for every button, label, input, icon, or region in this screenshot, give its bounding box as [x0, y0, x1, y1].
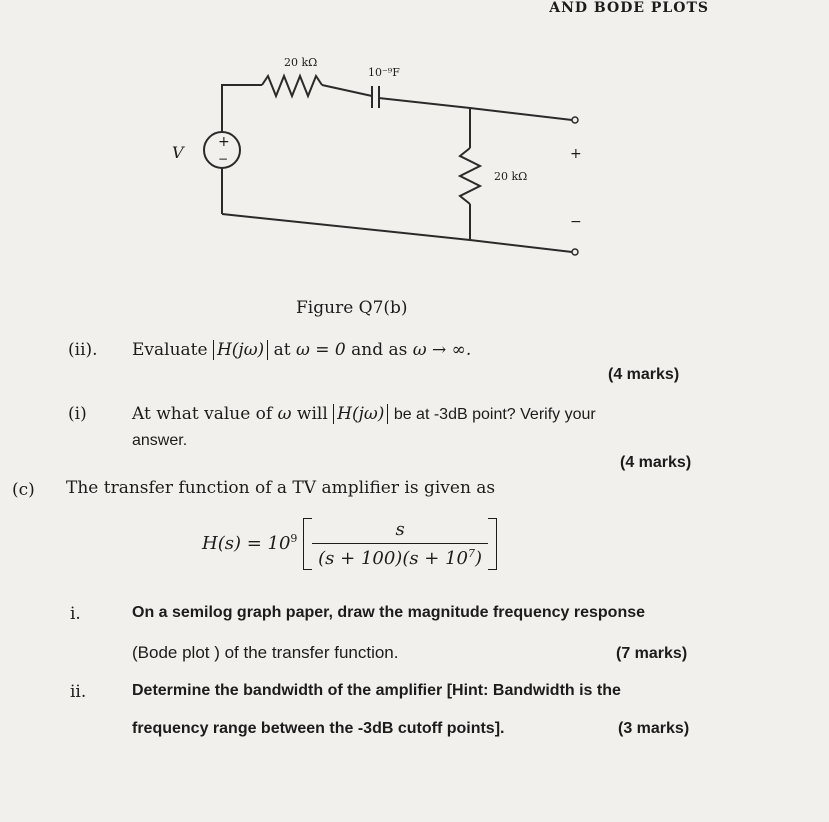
output-terminal-top: [572, 117, 578, 123]
eq-denominator: [312, 543, 488, 569]
transfer-function-equation: [202, 518, 497, 570]
question-i-marks: (4 marks): [620, 454, 692, 471]
question-i-omega: ω: [277, 404, 292, 424]
question-i-number: (i): [68, 404, 87, 424]
question-ii-number: (ii).: [68, 340, 98, 360]
output-terminal-bottom: [572, 249, 578, 255]
eq-den-b: ): [475, 548, 483, 569]
page-header: AND BODE PLOTS: [549, 0, 709, 16]
question-ii-lead: Evaluate: [132, 340, 208, 360]
wire-top-right: [379, 98, 572, 120]
eq-den-a: (s + 100)(s + 10: [318, 548, 469, 569]
question-ii-marks: (4 marks): [608, 366, 680, 383]
eq-lhs: H(s) = 10: [202, 533, 291, 554]
figure-caption: Figure Q7(b): [296, 298, 408, 318]
question-c-text: The transfer function of a TV amplifier is given as: [66, 478, 496, 498]
question-ii-cond1: ω = 0: [295, 340, 346, 360]
question-i-text: [132, 404, 596, 424]
question-i-expr: H(jω): [333, 404, 388, 424]
question-ii-expr: H(jω): [213, 340, 268, 360]
output-minus: −: [570, 214, 582, 230]
resistor-r1: [262, 76, 322, 96]
question-c-number: (c): [12, 480, 35, 500]
source-minus: −: [218, 152, 229, 166]
sub-ii-line2: frequency range between the -3dB cutoff points].: [132, 720, 505, 737]
sub-i-line1: On a semilog graph paper, draw the magnitude frequency response: [132, 604, 646, 621]
eq-exp: 9: [290, 532, 298, 545]
eq-fraction: [312, 519, 488, 569]
r1-label: 20 kΩ: [284, 56, 318, 69]
sub-i-line2: (Bode plot ) of the transfer function.: [132, 643, 399, 662]
question-ii-text: [132, 340, 471, 360]
sub-ii-marks: (3 marks): [618, 720, 690, 737]
eq-numerator: s: [395, 519, 405, 540]
question-i-line2: answer.: [132, 432, 188, 449]
sub-ii-line1: Determine the bandwidth of the amplifier [Hint: Bandwidth is the: [132, 682, 621, 699]
sub-ii-number: ii.: [70, 682, 87, 702]
eq-bracket-left: [303, 518, 312, 570]
r2-label: 20 kΩ: [494, 170, 528, 183]
sub-i-number: i.: [70, 604, 81, 624]
question-i-lead: At what value of: [132, 404, 273, 424]
capacitor-label: 10⁻⁹F: [368, 66, 400, 79]
resistor-r2: [460, 148, 480, 204]
eq-bracket-right: [488, 518, 497, 570]
question-i-will: will: [296, 404, 328, 424]
question-ii-at: at: [273, 340, 291, 360]
question-ii-andas: and as: [351, 340, 408, 360]
circuit-diagram: [0, 0, 829, 300]
output-plus: +: [570, 146, 582, 162]
eq-den-exp: 7: [468, 547, 476, 560]
question-ii-cond2: ω → ∞.: [412, 340, 472, 360]
wire-bottom: [222, 214, 572, 252]
question-i-tail: be at -3dB point? Verify your: [393, 406, 596, 423]
source-plus: +: [218, 134, 230, 150]
source-label: V: [172, 143, 184, 162]
sub-i-marks: (7 marks): [616, 645, 688, 662]
